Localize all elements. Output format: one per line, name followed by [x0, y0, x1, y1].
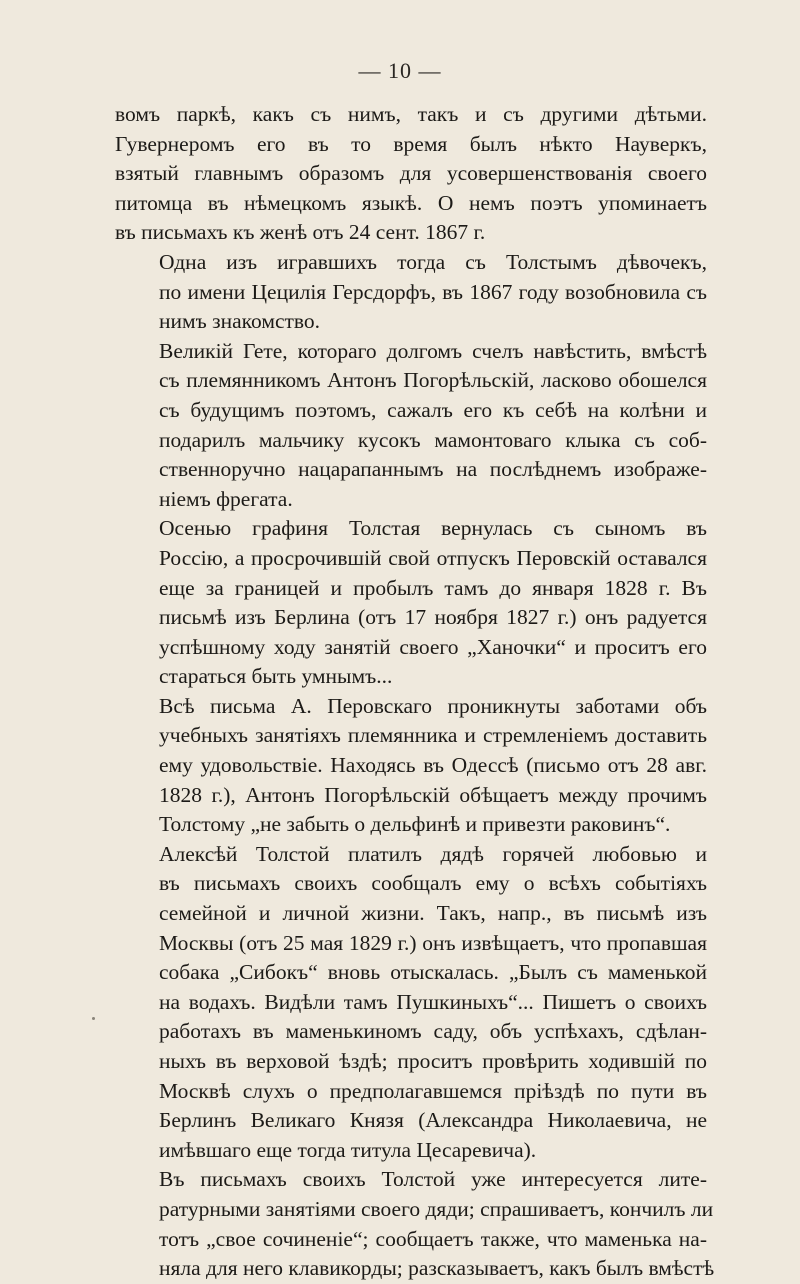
text-line: Одна изъ игравшихъ тогда съ Толстымъ дѣвочекъ, — [159, 249, 707, 274]
text-line: взятый главнымъ образомъ для усовершенствованія своего — [115, 161, 707, 186]
text-line: стараться быть умнымъ... — [159, 664, 393, 689]
text-line: вомъ паркѣ, какъ съ нимъ, такъ и съ другими дѣтьми. — [115, 102, 707, 126]
text-line: 1828 г.), Антонъ Погорѣльскій обѣщаетъ между прочимъ — [159, 782, 707, 807]
text-line: Толстому „не забыть о дельфинѣ и привезти раковинъ“. — [159, 812, 671, 837]
text-line: съ будущимъ поэтомъ, сажалъ его къ себѣ на колѣни и — [159, 397, 707, 422]
text-line: Москвы (отъ 25 мая 1829 г.) онъ извѣщаетъ, что пропавшая — [159, 930, 707, 955]
page-number-header: — 10 — — [358, 58, 442, 83]
text-line: ныхъ въ верховой ѣздѣ; проситъ провѣрить ходившій по — [159, 1049, 707, 1073]
paragraph — [115, 100, 707, 248]
scan-speck — [92, 1017, 95, 1020]
text-line: тотъ „свое сочиненіе“; сообщаетъ также, что маменька на- — [159, 1226, 707, 1251]
paragraph — [115, 692, 707, 840]
text-line: ніемъ фрегата. — [159, 486, 293, 511]
text-line: Въ письмахъ своихъ Толстой уже интересуется лите- — [159, 1167, 707, 1192]
text-line: работахъ въ маменькиномъ саду, объ успѣхахъ, сдѣлан- — [159, 1019, 707, 1044]
text-line: Осенью графиня Толстая вернулась съ сыномъ въ — [159, 516, 707, 541]
text-line: ему удовольствіе. Находясь въ Одессѣ (письмо отъ 28 авг. — [159, 753, 707, 778]
text-line: въ письмахъ къ женѣ отъ 24 сент. 1867 г. — [115, 220, 486, 245]
text-line: Всѣ письма А. Перовскаго проникнуты заботами объ — [159, 693, 707, 718]
text-line: собака „Сибокъ“ вновь отыскалась. „Былъ съ маменькой — [159, 960, 707, 985]
text-line: семейной и личной жизни. Такъ, напр., въ письмѣ изъ — [159, 901, 707, 926]
text-line: Великій Гете, котораго долгомъ счелъ навѣстить, вмѣстѣ — [159, 338, 707, 363]
paragraph — [115, 840, 707, 1166]
paragraph — [115, 337, 707, 515]
text-line: письмѣ изъ Берлина (отъ 17 ноября 1827 г.) онъ радуется — [159, 605, 707, 630]
text-line: Россію, а просрочившій свой отпускъ Перовскій оставался — [159, 545, 707, 570]
text-line: еще за границей и пробылъ тамъ до января 1828 г. Въ — [159, 575, 707, 600]
text-line: подарилъ мальчику кусокъ мамонтоваго клыка съ соб- — [159, 427, 707, 452]
text-line: по имени Цецилія Герсдорфъ, въ 1867 году возобновила съ — [159, 279, 707, 304]
text-line: нимъ знакомство. — [159, 309, 321, 334]
text-line: на водахъ. Видѣли тамъ Пушкиныхъ“... Пишетъ о своихъ — [159, 989, 707, 1014]
text-line: успѣшному ходу занятій своего „Ханочки“ и проситъ его — [159, 634, 707, 659]
text-line: Москвѣ слухъ о предполагавшемся пріѣздѣ по пути въ — [159, 1078, 707, 1103]
body-text — [115, 100, 715, 1284]
text-line: Алексѣй Толстой платилъ дядѣ горячей любовью и — [159, 841, 707, 866]
text-line: въ письмахъ своихъ сообщалъ ему о всѣхъ событіяхъ — [159, 871, 707, 896]
text-line: имѣвшаго еще тогда титула Цесаревича). — [159, 1137, 537, 1162]
paragraph — [115, 248, 707, 337]
text-line: питомца въ нѣмецкомъ языкѣ. О немъ поэтъ упоминаетъ — [115, 190, 707, 215]
text-line: учебныхъ занятіяхъ племянника и стремленіемъ доставить — [159, 723, 707, 748]
text-line: съ племянникомъ Антонъ Погорѣльскій, ласково обошелся — [159, 368, 707, 393]
text-line: Берлинъ Великаго Князя (Александра Николаевича, не — [159, 1108, 707, 1133]
text-line: ратурными занятіями своего дяди; спрашиваетъ, кончилъ ли — [159, 1196, 714, 1221]
text-line: няла для него клавикорды; разсказываетъ, какъ былъ вмѣстѣ — [159, 1256, 715, 1281]
paragraph — [115, 1165, 715, 1283]
paragraph — [115, 514, 707, 692]
text-line: ственноручно нацарапаннымъ на послѣднемъ изображе- — [159, 457, 707, 482]
text-line: Гувернеромъ его въ то время былъ нѣкто Науверкъ, — [115, 131, 707, 156]
